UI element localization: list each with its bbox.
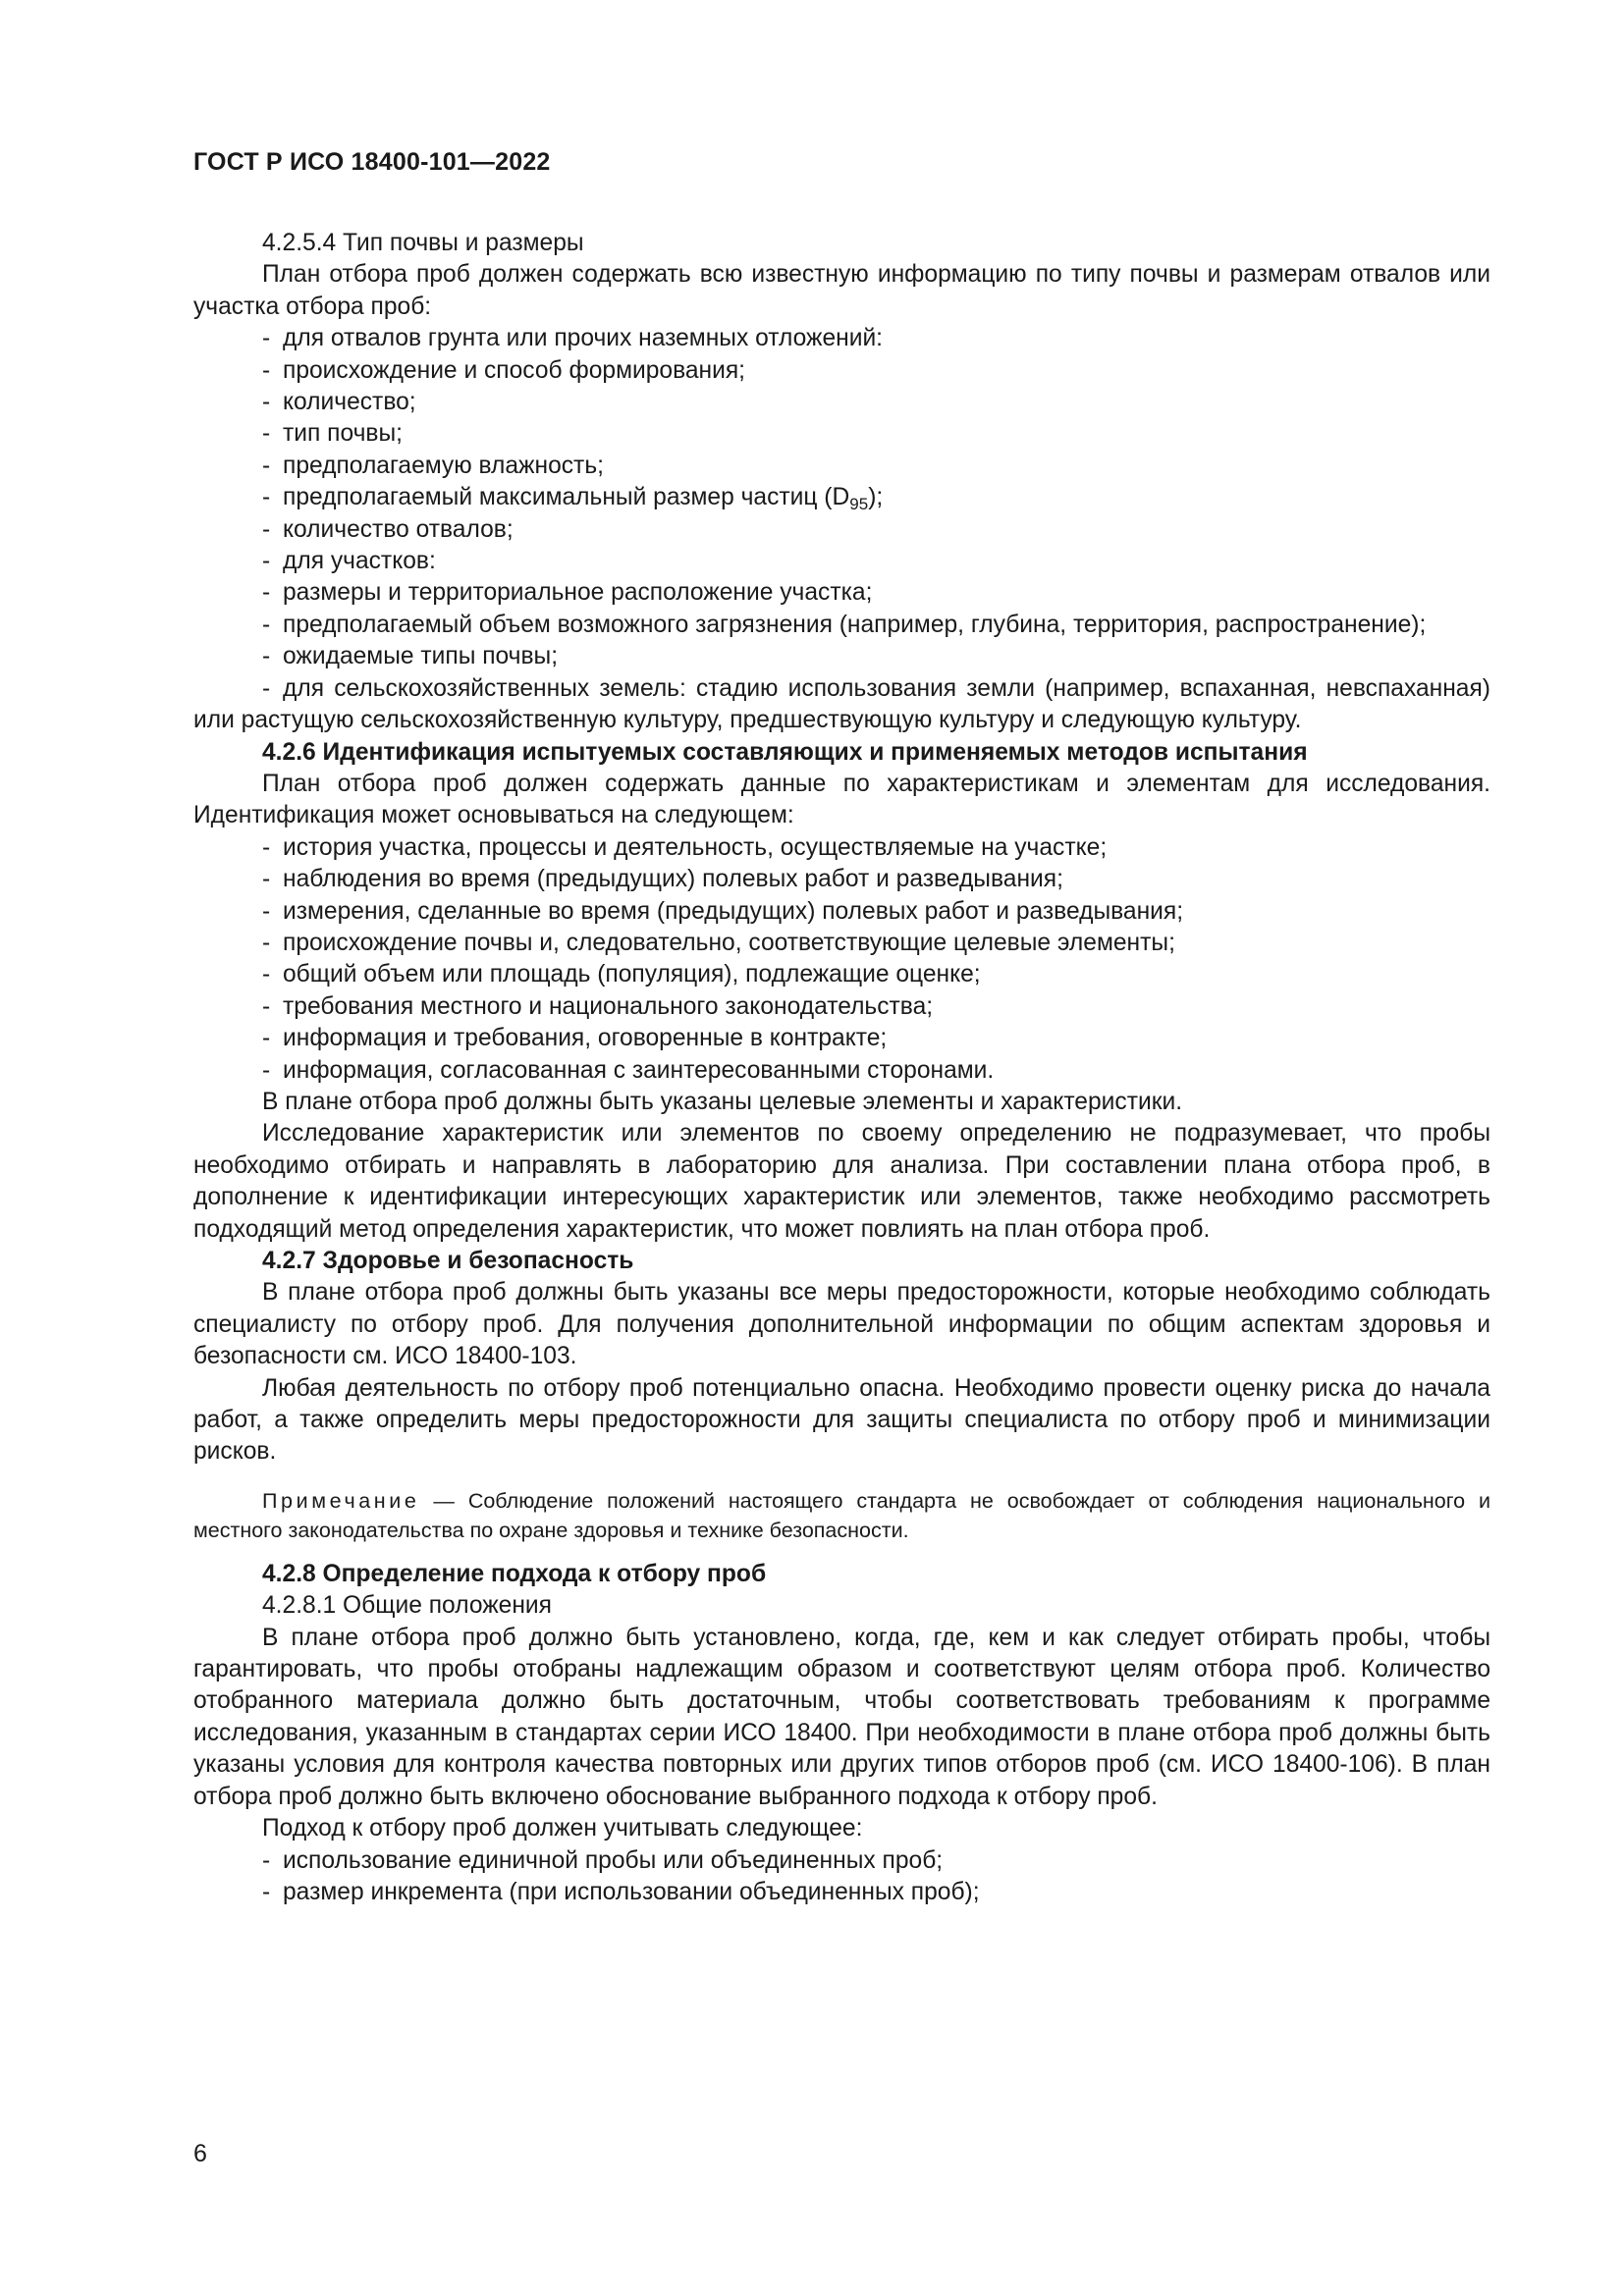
document-body bbox=[193, 228, 1490, 1908]
section-4-2-5-4-intro: План отбора проб должен содержать всю известную информацию по типу почвы и размерам отвалов или участка отбора проб: bbox=[193, 261, 1490, 320]
list-item: - количество; bbox=[193, 387, 1490, 418]
note-dash: — bbox=[419, 1488, 468, 1513]
list-dash: - bbox=[262, 579, 271, 607]
list-item: - наблюдения во время (предыдущих) полевых работ и разведывания; bbox=[193, 864, 1490, 895]
section-4-2-6-paragraph: Исследование характеристик или элементов по своему определению не подразумевает, что пробы необходимо отбирать и направлять в лабораторию для анализа. При составлении плана отбора проб, в дополнение к идентификации интересующих характеристик или элементов, также необходимо рассмотреть подходящий метод определения характеристик, что может повлиять на план отбора проб. bbox=[193, 1120, 1490, 1243]
list-item: - использование единичной пробы или объединенных проб; bbox=[193, 1845, 1490, 1877]
list-item: - информация, согласованная с заинтересованными сторонами. bbox=[193, 1055, 1490, 1087]
list-item: - происхождение и способ формирования; bbox=[193, 355, 1490, 387]
list-item: - для участков: bbox=[193, 546, 1490, 577]
note bbox=[193, 1486, 1490, 1545]
note-label: Примечание bbox=[262, 1488, 420, 1513]
list-dash: - bbox=[262, 484, 271, 511]
list-dash: - bbox=[262, 515, 271, 543]
list-dash: - bbox=[262, 1878, 271, 1905]
list-dash: - bbox=[262, 674, 271, 702]
approach-list bbox=[193, 1845, 1490, 1909]
section-4-2-6-intro: План отбора проб должен содержать данные по характеристикам и элементам для исследования. Идентификация может основываться на следующем: bbox=[193, 770, 1490, 829]
list-dash: - bbox=[262, 452, 271, 479]
section-4-2-7-paragraph: В плане отбора проб должны быть указаны все меры предосторожности, которые необходимо соблюдать специалисту по отбору проб. Для получения дополнительной информации по общим аспектам здоровья и безопасности см. ИСО 18400-103. bbox=[193, 1279, 1490, 1370]
section-4-2-8-heading: 4.2.8 Определение подхода к отбору проб bbox=[262, 1560, 767, 1587]
list-dash: - bbox=[262, 1025, 271, 1052]
list-item: - общий объем или площадь (популяция), подлежащие оценке; bbox=[193, 959, 1490, 990]
identification-list bbox=[193, 832, 1490, 1087]
list-item: - предполагаемую влажность; bbox=[193, 451, 1490, 482]
list-item: - измерения, сделанные во время (предыдущих) полевых работ и разведывания; bbox=[193, 896, 1490, 928]
list-dash: - bbox=[262, 611, 271, 638]
list-item: - предполагаемый объем возможного загрязнения (например, глубина, территория, распространение); bbox=[193, 610, 1490, 641]
list-item: - ожидаемые типы почвы; bbox=[193, 641, 1490, 672]
list-item: - тип почвы; bbox=[193, 418, 1490, 450]
list-dash: - bbox=[262, 961, 271, 988]
list-dash: - bbox=[262, 929, 271, 956]
section-4-2-8-1-heading: 4.2.8.1 Общие положения bbox=[262, 1592, 552, 1620]
section-4-2-5-4-heading: 4.2.5.4 Тип почвы и размеры bbox=[262, 230, 584, 256]
list-dash: - bbox=[262, 643, 271, 670]
list-item: - количество отвалов; bbox=[193, 514, 1490, 546]
list-item: - для отвалов грунта или прочих наземных отложений: bbox=[193, 323, 1490, 354]
list-dash: - bbox=[262, 1846, 271, 1874]
section-4-2-7-heading: 4.2.7 Здоровье и безопасность bbox=[262, 1248, 634, 1274]
section-4-2-6-heading: 4.2.6 Идентификация испытуемых составляющих и применяемых методов испытания bbox=[262, 738, 1308, 766]
list-dash: - bbox=[262, 1056, 271, 1084]
list-item: - требования местного и национального законодательства; bbox=[193, 991, 1490, 1023]
soil-info-list bbox=[193, 323, 1490, 736]
section-4-2-8-paragraph: Подход к отбору проб должен учитывать следующее: bbox=[262, 1815, 863, 1842]
section-4-2-7-paragraph: Любая деятельность по отбору проб потенциально опасна. Необходимо провести оценку риска до начала работ, а также определить меры предосторожности для защиты специалиста по отбору проб и минимизации рисков. bbox=[193, 1374, 1490, 1466]
list-item: - информация и требования, оговоренные в контракте; bbox=[193, 1023, 1490, 1054]
running-header: ГОСТ Р ИСО 18400-101—2022 bbox=[193, 148, 551, 176]
section-4-2-6-paragraph: В плане отбора проб должны быть указаны целевые элементы и характеристики. bbox=[262, 1088, 1183, 1115]
page-number: 6 bbox=[193, 2140, 207, 2167]
list-item: - размеры и территориальное расположение участка; bbox=[193, 577, 1490, 609]
list-dash: - bbox=[262, 356, 271, 384]
section-4-2-8-paragraph: В плане отбора проб должно быть установлено, когда, где, кем и как следует отбирать пробы, чтобы гарантировать, что пробы отобраны надлежащим образом и соответствуют целям отбора проб. Количество отобранного материала должно быть достаточным, чтобы соответствовать требованиям к программе исследования, указанным в стандартах серии ИСО 18400. При необходимости в плане отбора проб должны быть указаны условия для контроля качества повторных или других типов отборов проб (см. ИСО 18400-106). В план отбора проб должно быть включено обоснование выбранного подхода к отбору проб. bbox=[193, 1624, 1490, 1810]
list-item: - происхождение почвы и, следовательно, соответствующие целевые элементы; bbox=[193, 928, 1490, 959]
list-dash: - bbox=[262, 866, 271, 893]
list-dash: - bbox=[262, 992, 271, 1020]
list-dash: - bbox=[262, 325, 271, 352]
list-item: - для сельскохозяйственных земель: стадию использования земли (например, вспаханная, невспаханная) или растущую сельскохозяйственную культуру, предшествующую культуру и следующую культуру. bbox=[193, 674, 1490, 734]
list-item-particle-size: - предполагаемый максимальный размер частиц $(D_{95})$; bbox=[262, 484, 884, 514]
list-dash: - bbox=[262, 389, 271, 416]
list-dash: - bbox=[262, 420, 271, 448]
list-dash: - bbox=[262, 833, 271, 861]
note-text: Соблюдение положений настоящего стандарта не освобождает от соблюдения национального и местного законодательства по охране здоровья и технике безопасности. bbox=[193, 1488, 1490, 1542]
list-dash: - bbox=[262, 897, 271, 925]
subscript-95: 95 bbox=[849, 495, 869, 514]
list-item: - размер инкремента (при использовании объединенных проб); bbox=[193, 1877, 1490, 1908]
list-dash: - bbox=[262, 548, 271, 575]
list-item: - история участка, процессы и деятельность, осуществляемые на участке; bbox=[193, 832, 1490, 864]
